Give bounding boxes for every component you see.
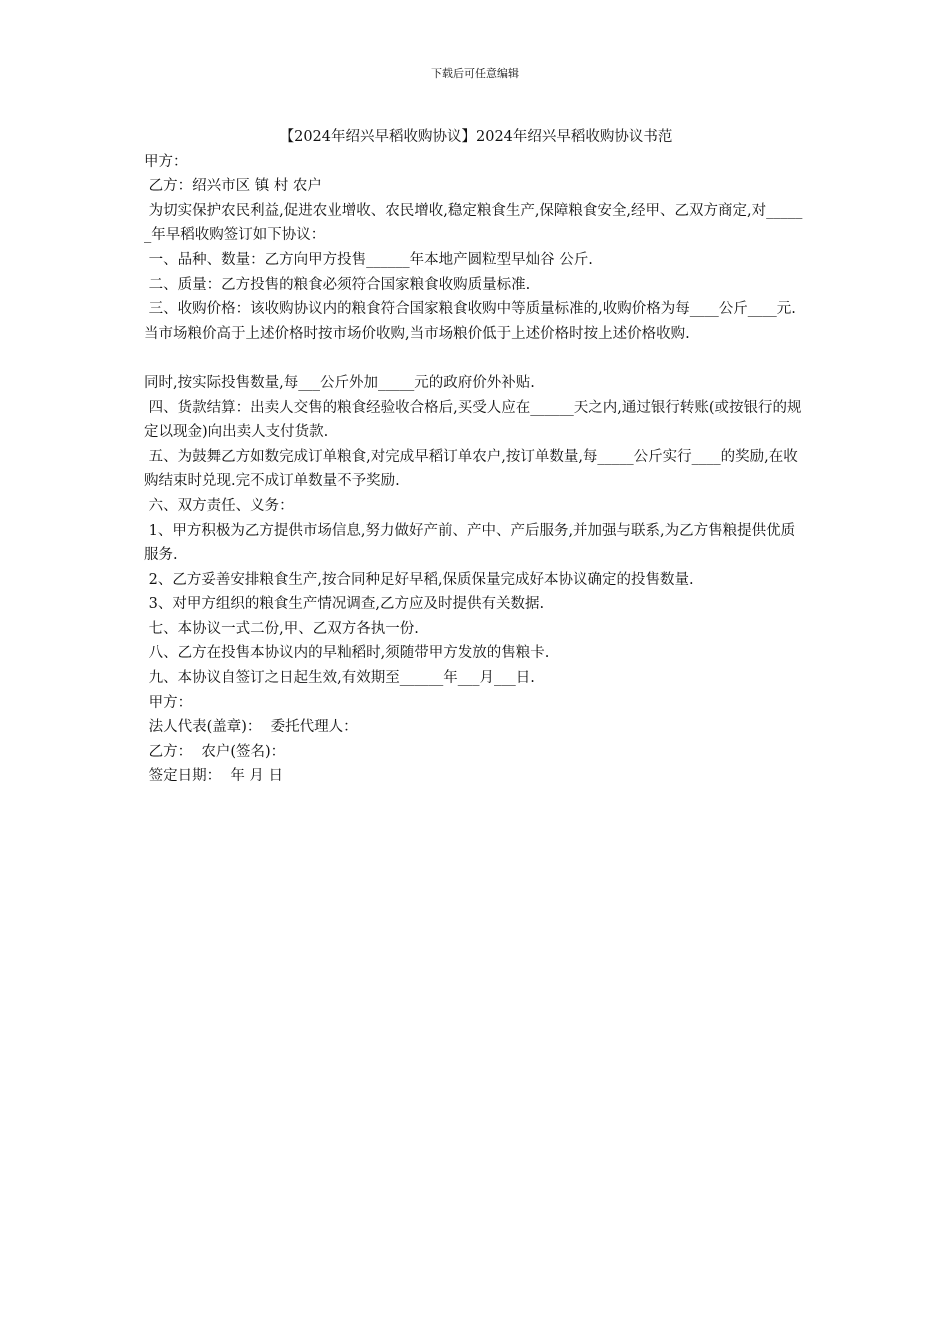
party-a-line: 甲方： xyxy=(144,153,188,170)
signature-date: 签定日期： 年 月 日 xyxy=(144,768,284,785)
clause-9: 九、本协议自签订之日起生效,有效期至______年___月___日. xyxy=(144,670,535,687)
clause-6: 六、双方责任、义务： xyxy=(144,497,294,514)
intro-paragraph: 为切实保护农民利益,促进农业增收、农民增收,稳定粮食生产,保障粮食安全,经甲、乙双方商定,对______年早稻收购签订如下协议： xyxy=(144,202,803,244)
page-header-note: 下载后可任意编辑 xyxy=(431,67,519,80)
clause-4: 四、货款结算：出卖人交售的粮食经验收合格后,买受人应在______天之内,通过银行转账(或按银行的规定以现金)向出卖人支付货款. xyxy=(144,399,802,441)
clause-6-item-2: 2、乙方妥善安排粮食生产,按合同种足好早稻,保质保量完成好本协议确定的投售数量. xyxy=(144,571,694,588)
blank-spacer xyxy=(144,346,808,371)
party-b-line: 乙方：绍兴市区 镇 村 农户 xyxy=(144,178,322,195)
signature-legal-representative: 法人代表(盖章)： 委托代理人： xyxy=(144,719,358,736)
document-body xyxy=(144,125,808,789)
clause-3: 三、收购价格：该收购协议内的粮食符合国家粮食收购中等质量标准的,收购价格为每____公斤____元.当市场粮价高于上述价格时按市场价收购,当市场粮价低于上述价格时按上述价格收购. xyxy=(144,301,796,342)
clause-1: 一、品种、数量：乙方向甲方投售______年本地产圆粒型早灿谷 公斤. xyxy=(144,251,593,268)
clause-2: 二、质量：乙方投售的粮食必须符合国家粮食收购质量标准. xyxy=(144,276,531,293)
signature-party-a: 甲方： xyxy=(144,694,193,711)
clause-6-item-1: 1、甲方积极为乙方提供市场信息,努力做好产前、产中、产后服务,并加强与联系,为乙方售粮提供优质服务. xyxy=(144,522,796,564)
signature-party-b: 乙方： 农户(签名)： xyxy=(144,743,286,760)
document-title: 【2024年绍兴早稻收购协议】2024年绍兴早稻收购协议书范 xyxy=(279,129,673,145)
clause-8: 八、乙方在投售本协议内的早籼稻时,须随带甲方发放的售粮卡. xyxy=(144,645,550,662)
clause-3-continuation: 同时,按实际投售数量,每___公斤外加_____元的政府价外补贴. xyxy=(144,374,535,391)
clause-6-item-3: 3、对甲方组织的粮食生产情况调查,乙方应及时提供有关数据. xyxy=(144,596,545,613)
clause-7: 七、本协议一式二份,甲、乙双方各执一份. xyxy=(144,620,419,637)
clause-5: 五、为鼓舞乙方如数完成订单粮食,对完成早稻订单农户,按订单数量,每_____公斤实行____的奖励,在收购结束时兑现.完不成订单数量不予奖励. xyxy=(144,448,798,490)
